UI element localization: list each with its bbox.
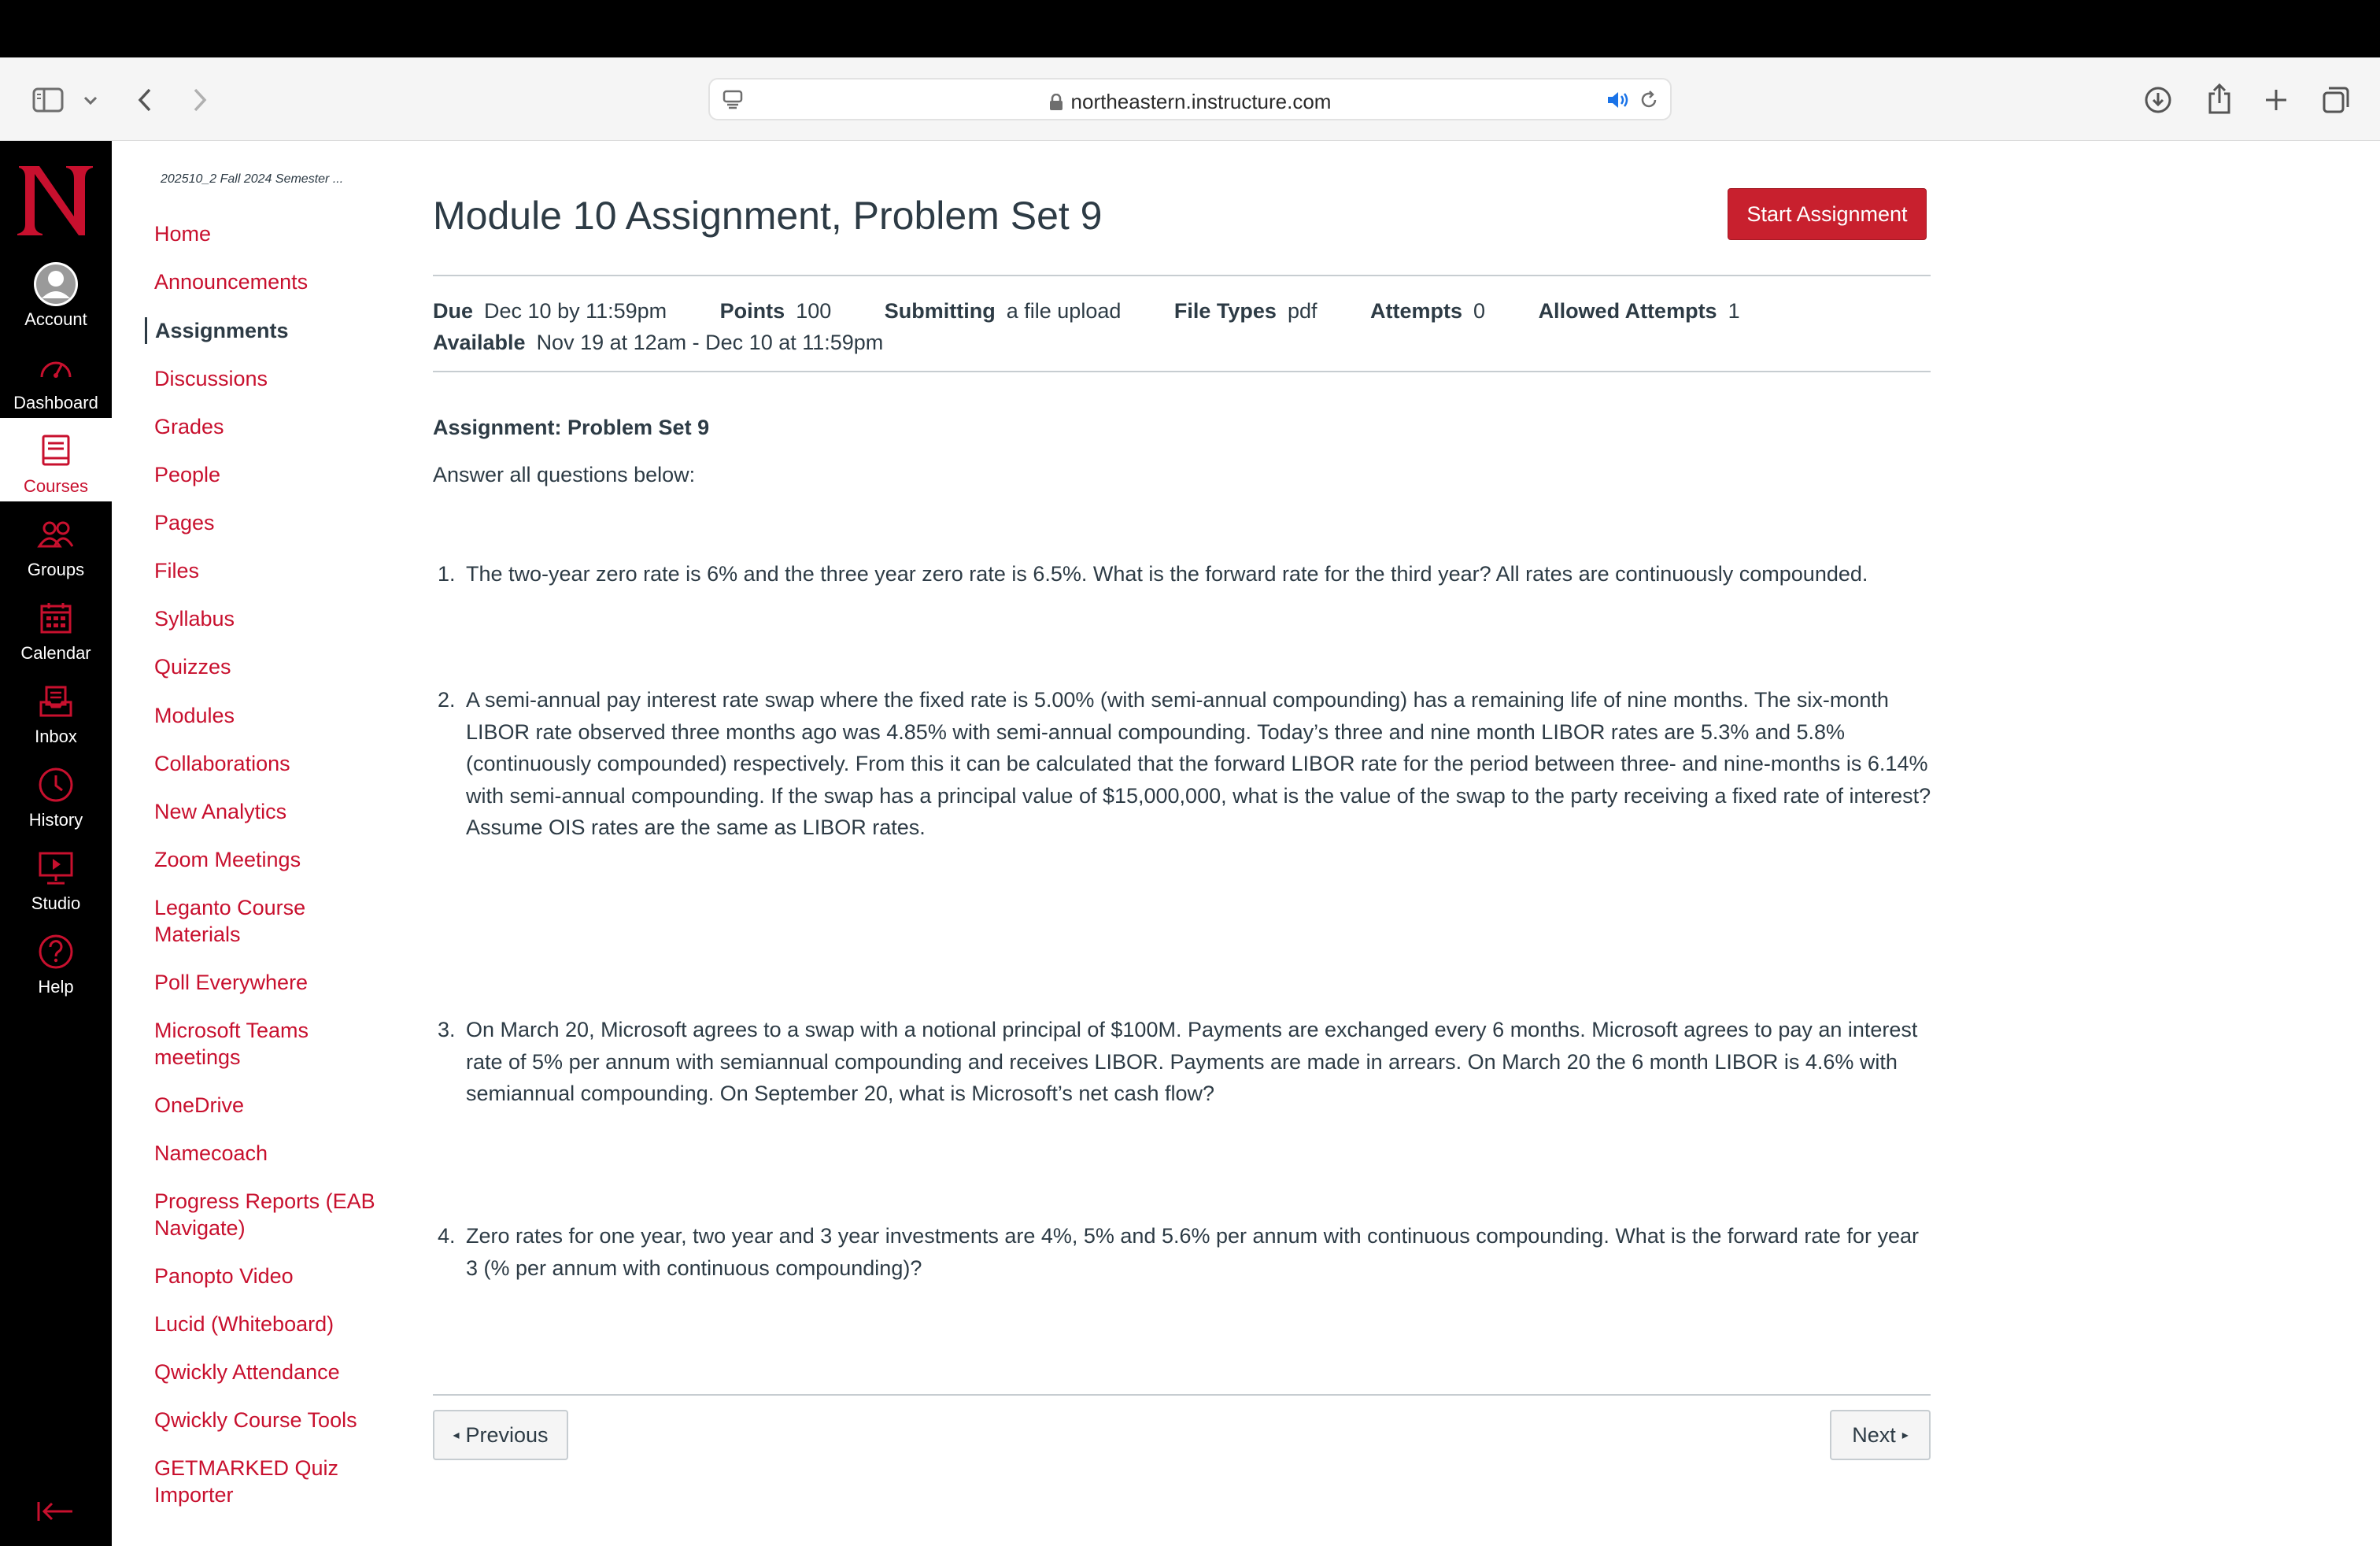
course-nav-zoom-meetings[interactable]: Zoom Meetings xyxy=(154,848,301,871)
course-nav-syllabus[interactable]: Syllabus xyxy=(154,607,235,631)
divider xyxy=(433,275,1931,276)
northeastern-logo[interactable] xyxy=(13,161,99,240)
submitting-value: a file upload xyxy=(1006,299,1122,323)
course-nav-assignments[interactable]: Assignments xyxy=(145,317,365,344)
browser-toolbar xyxy=(0,57,2380,141)
help-icon xyxy=(38,930,74,974)
assignment-heading: Assignment: Problem Set 9 xyxy=(433,416,710,439)
caret-left-icon: ◂ xyxy=(453,1429,460,1442)
divider xyxy=(433,371,1931,372)
page-title: Module 10 Assignment, Problem Set 9 xyxy=(433,194,1103,238)
nav-dashboard-label: Dashboard xyxy=(13,393,98,412)
course-nav-new-analytics[interactable]: New Analytics xyxy=(154,800,287,823)
speaker-icon[interactable] xyxy=(1606,89,1631,111)
question-number: 3. xyxy=(438,1018,456,1041)
question xyxy=(433,1014,1932,1110)
course-nav-quizzes[interactable]: Quizzes xyxy=(154,655,231,679)
course-nav-poll-everywhere[interactable]: Poll Everywhere xyxy=(154,971,309,994)
back-icon[interactable] xyxy=(131,84,159,116)
menu-bar xyxy=(0,0,2380,57)
collapse-nav-icon[interactable] xyxy=(36,1500,74,1527)
nav-history-label: History xyxy=(28,810,83,830)
due-value: Dec 10 by 11:59pm xyxy=(484,299,667,323)
caret-right-icon: ▸ xyxy=(1901,1429,1909,1442)
course-nav-pages[interactable]: Pages xyxy=(154,511,215,534)
chevron-down-icon[interactable] xyxy=(79,89,102,113)
nav-studio[interactable] xyxy=(0,835,112,919)
tab-overview-icon[interactable] xyxy=(2319,83,2353,117)
nav-groups-label: Groups xyxy=(27,560,85,579)
course-nav-panopto[interactable]: Panopto Video xyxy=(154,1264,294,1288)
question-text: On March 20, Microsoft agrees to a swap with a notional principal of $100M. Payments are exchanged every 6 months. Microsoft agrees to pay an interest rate of 5% per annum with semiannual compounding and receives LIBOR. Payments are made in arrears. On March 20 the 6 month LIBOR is 4.6% with semiannual compounding. On September 20, what is Microsoft’s net cash flow? xyxy=(466,1018,1918,1105)
new-tab-icon[interactable] xyxy=(2260,84,2292,116)
address-bar[interactable] xyxy=(708,78,1672,120)
question-text: The two-year zero rate is 6% and the three year zero rate is 6.5%. What is the forward rate for the third year? All rates are continuously compounded. xyxy=(466,562,1868,586)
courses-icon xyxy=(41,429,71,473)
next-button[interactable] xyxy=(1830,1410,1931,1460)
assignment-details xyxy=(433,295,1740,358)
question xyxy=(433,684,1932,844)
question-text: Zero rates for one year, two year and 3 year investments are 4%, 5% and 5.6% per annum with continuous compounding. What is the forward rate for year 3 (% per annum with continuous compounding)? xyxy=(466,1224,1919,1280)
course-nav-lucid[interactable]: Lucid (Whiteboard) xyxy=(154,1312,334,1336)
nav-courses[interactable] xyxy=(0,418,112,501)
url-label: northeastern.instructure.com xyxy=(1070,90,1332,113)
course-nav-discussions[interactable]: Discussions xyxy=(154,367,268,390)
lock-icon xyxy=(1049,92,1063,117)
course-nav-files[interactable]: Files xyxy=(154,559,200,583)
course-nav-leganto[interactable]: Leganto Course Materials xyxy=(154,896,306,946)
nav-dashboard[interactable] xyxy=(0,335,112,418)
start-assignment-button[interactable]: Start Assignment xyxy=(1728,188,1927,240)
previous-button[interactable] xyxy=(433,1410,568,1460)
points-label: Points xyxy=(719,299,785,323)
attempts-value: 0 xyxy=(1473,299,1486,323)
due-label: Due xyxy=(433,299,474,323)
groups-icon xyxy=(37,512,75,557)
nav-inbox[interactable] xyxy=(0,668,112,752)
file-types-label: File Types xyxy=(1173,299,1277,323)
course-nav-announcements[interactable]: Announcements xyxy=(154,270,309,294)
question xyxy=(433,558,1932,590)
share-icon[interactable] xyxy=(2204,81,2235,116)
sidebar-toggle-icon[interactable] xyxy=(30,84,66,116)
attempts-label: Attempts xyxy=(1370,299,1463,323)
file-types-value: pdf xyxy=(1287,299,1318,323)
reload-icon[interactable] xyxy=(1637,88,1661,112)
nav-inbox-label: Inbox xyxy=(35,727,77,746)
global-navigation xyxy=(0,141,112,1546)
previous-label: Previous xyxy=(465,1422,549,1447)
breadcrumb[interactable]: 202510_2 Fall 2024 Semester ... xyxy=(161,172,344,186)
course-nav-qwickly-tools[interactable]: Qwickly Course Tools xyxy=(154,1408,357,1432)
question-number: 4. xyxy=(438,1224,456,1248)
dashboard-icon xyxy=(38,346,74,390)
nav-calendar-label: Calendar xyxy=(20,643,91,663)
nav-calendar[interactable] xyxy=(0,585,112,668)
inbox-icon xyxy=(39,679,73,723)
nav-studio-label: Studio xyxy=(31,893,81,913)
nav-courses-label: Courses xyxy=(24,476,88,496)
course-nav-getmarked[interactable]: GETMARKED Quiz Importer xyxy=(154,1456,339,1507)
assignment-intro: Answer all questions below: xyxy=(433,463,696,486)
course-nav-people[interactable]: People xyxy=(154,463,221,486)
nav-help[interactable] xyxy=(0,919,112,1002)
course-nav-collaborations[interactable]: Collaborations xyxy=(154,752,290,775)
nav-history[interactable] xyxy=(0,752,112,835)
course-nav-modules[interactable]: Modules xyxy=(154,704,235,727)
course-nav-qwickly-attendance[interactable]: Qwickly Attendance xyxy=(154,1360,340,1384)
avatar-icon xyxy=(32,262,79,306)
nav-account[interactable] xyxy=(0,251,112,335)
course-nav-microsoft-teams[interactable]: Microsoft Teams meetings xyxy=(154,1019,309,1069)
nav-help-label: Help xyxy=(38,977,74,997)
course-nav-progress-reports[interactable]: Progress Reports (EAB Navigate) xyxy=(154,1189,375,1240)
available-value: Nov 19 at 12am - Dec 10 at 11:59pm xyxy=(536,331,884,354)
question-text: A semi-annual pay interest rate swap where the fixed rate is 5.00% (with semi-annual compounding) has a remaining life of nine months. The six-month LIBOR rate observed three months ago was 4.85% with semi-annual compounding. Today’s three and nine month LIBOR rates are 5.3% and 5.8% (continuously compounded) respectively. From this it can be calculated that the forward LIBOR rate for the period between three- and nine-months is 6.14% with semi-annual compounding. If the swap has a principal value of $15,000,000, what is the value of the swap to the party receiving a fixed rate of interest? Assume OIS rates are the same as LIBOR rates. xyxy=(466,688,1931,839)
course-nav-onedrive[interactable]: OneDrive xyxy=(154,1093,245,1117)
course-nav-home[interactable]: Home xyxy=(154,222,212,246)
allowed-attempts-label: Allowed Attempts xyxy=(1538,299,1717,323)
url-text xyxy=(710,90,1670,117)
allowed-attempts-value: 1 xyxy=(1728,299,1740,323)
forward-icon[interactable] xyxy=(186,84,214,116)
course-nav-grades[interactable]: Grades xyxy=(154,415,224,438)
question xyxy=(433,1220,1932,1284)
next-label: Next xyxy=(1852,1422,1896,1447)
calendar-icon xyxy=(39,596,72,640)
download-icon[interactable] xyxy=(2142,84,2174,116)
divider xyxy=(433,1394,1931,1396)
question-number: 2. xyxy=(438,688,456,712)
submitting-label: Submitting xyxy=(884,299,996,323)
question-number: 1. xyxy=(438,562,456,586)
nav-groups[interactable] xyxy=(0,501,112,585)
available-label: Available xyxy=(433,331,526,354)
course-nav-namecoach[interactable]: Namecoach xyxy=(154,1141,268,1165)
nav-account-label: Account xyxy=(24,309,87,329)
history-icon xyxy=(38,763,74,807)
points-value: 100 xyxy=(796,299,832,323)
studio-icon xyxy=(38,846,74,890)
